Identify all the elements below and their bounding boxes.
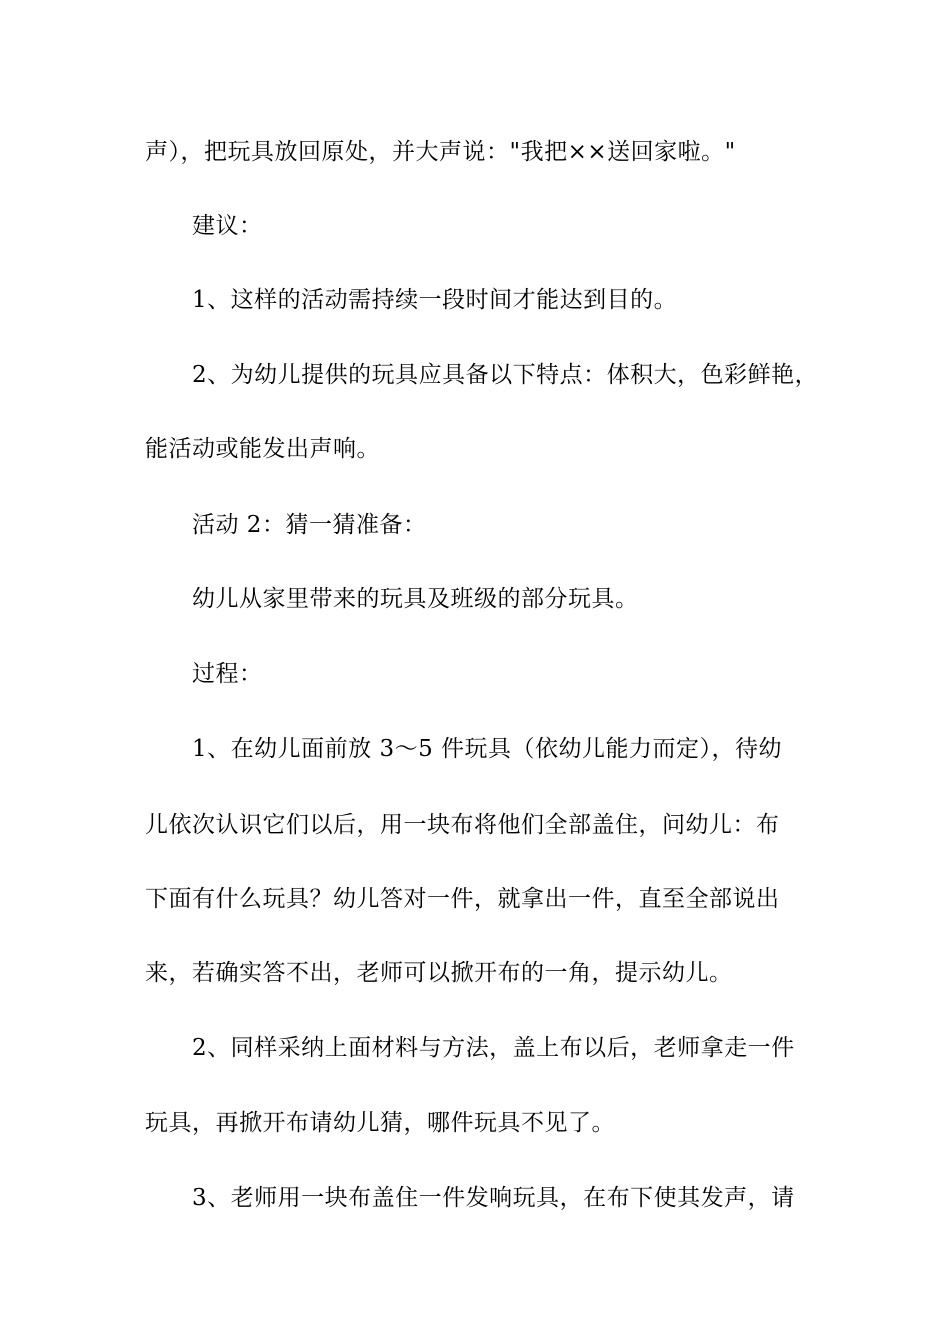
text-line: 幼儿从家里带来的玩具及班级的部分玩具。	[192, 586, 639, 612]
text-line: 声），把玩具放回原处，并大声说："我把××送回家啦。"	[145, 139, 736, 165]
text-line: 2、同样采纳上面材料与方法，盖上布以后，老师拿走一件	[192, 1035, 795, 1061]
text-line: 来，若确实答不出，老师可以掀开布的一角，提示幼儿。	[145, 960, 733, 986]
text-line: 儿依次认识它们以后，用一块布将他们全部盖住，问幼儿：布	[145, 812, 780, 838]
text-line: 3、老师用一块布盖住一件发响玩具，在布下使其发声，请	[192, 1185, 795, 1211]
text-line: 下面有什么玩具？幼儿答对一件，就拿出一件，直至全部说出	[145, 886, 780, 912]
text-line: 1、在幼儿面前放 3～5 件玩具（依幼儿能力而定），待幼	[192, 736, 783, 762]
text-line: 过程：	[192, 661, 263, 687]
text-line: 建议：	[192, 213, 263, 239]
text-line: 能活动或能发出声响。	[145, 436, 380, 462]
text-line: 2、为幼儿提供的玩具应具备以下特点：体积大，色彩鲜艳，	[192, 362, 819, 388]
text-line: 1、这样的活动需持续一段时间才能达到目的。	[192, 287, 678, 313]
text-line: 玩具，再掀开布请幼儿猜，哪件玩具不见了。	[145, 1110, 615, 1136]
text-line: 活动 2：猜一猜准备：	[192, 512, 427, 538]
